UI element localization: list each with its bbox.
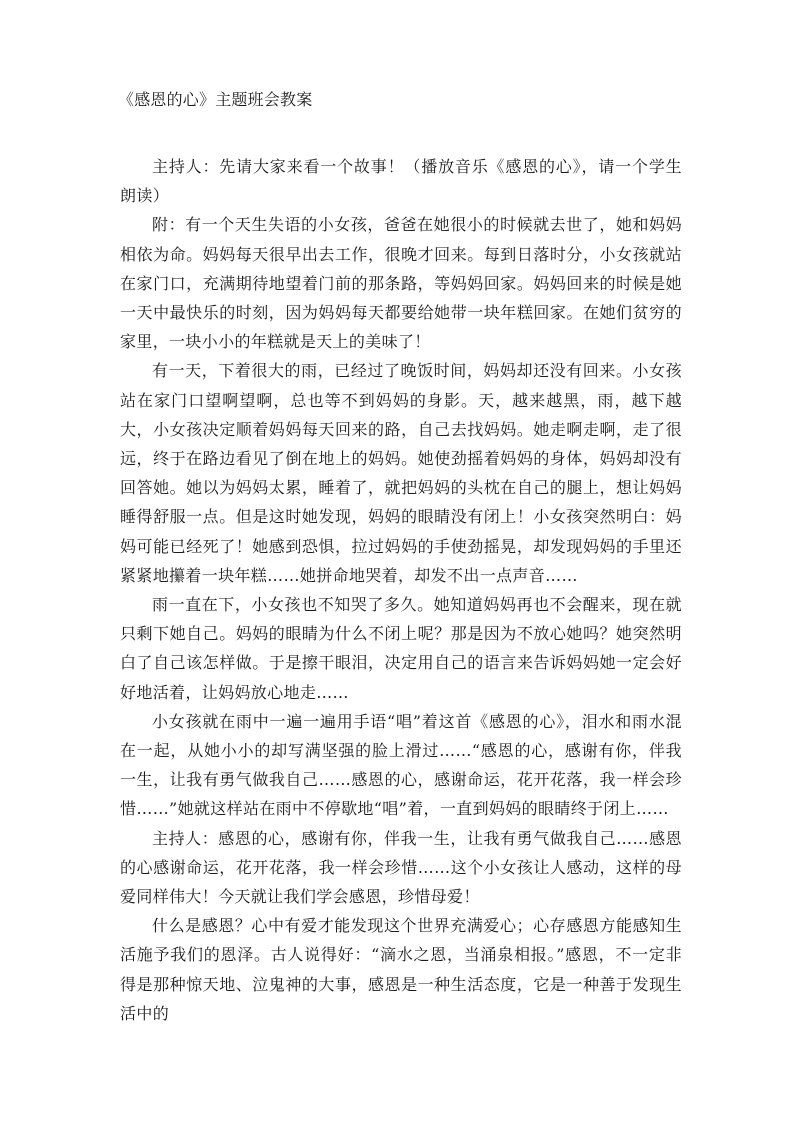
paragraph-host-intro: 主持人：先请大家来看一个故事！（播放音乐《感恩的心》，请一个学生朗读）	[120, 157, 682, 206]
document-title: 《感恩的心》主题班会教案	[118, 90, 313, 109]
paragraph-what-is-gratitude: 什么是感恩？心中有爱才能发现这个世界充满爱心；心存感恩方能感知生活施予我们的恩泽。古人说得好：“滴水之恩，当涌泉相报。”感恩，不一定非得是那种惊天地、泣鬼神的大事，感恩是一种生活态度，它是一种善于发现生活中的	[120, 916, 682, 1023]
paragraph-story-intro: 附：有一个天生失语的小女孩，爸爸在她很小的时候就去世了，她和妈妈相依为命。妈妈每天很早出去工作，很晚才回来。每到日落时分，小女孩就站在家门口，充满期待地望着门前的那条路，等妈妈回家。妈妈回来的时候是她一天中最快乐的时刻，因为妈妈每天都要给她带一块年糕回家。在她们贫穷的家里，一块小小的年糕就是天上的美味了！	[120, 215, 682, 352]
paragraph-host-summary: 主持人：感恩的心，感谢有你，伴我一生，让我有勇气做我自己……感恩的心感谢命运，花开花落，我一样会珍惜……这个小女孩让人感动，这样的母爱同样伟大！今天就让我们学会感恩，珍惜母爱！	[120, 828, 682, 907]
paragraph-story-rain: 有一天，下着很大的雨，已经过了晚饭时间，妈妈却还没有回来。小女孩站在家门口望啊望啊，总也等不到妈妈的身影。天，越来越黑，雨，越下越大，小女孩决定顺着妈妈每天回来的路，自己去找妈妈。她走啊走啊，走了很远，终于在路边看见了倒在地上的妈妈。她使劲摇着妈妈的身体，妈妈却没有回答她。她以为妈妈太累，睡着了，就把妈妈的头枕在自己的腿上，想让妈妈睡得舒服一点。但是这时她发现，妈妈的眼睛没有闭上！小女孩突然明白：妈妈可能已经死了！她感到恐惧，拉过妈妈的手使劲摇晃，却发现妈妈的手里还紧紧地攥着一块年糕……她拼命地哭着，却发不出一点声音……	[120, 361, 682, 585]
paragraph-story-decision: 雨一直在下，小女孩也不知哭了多久。她知道妈妈再也不会醒来，现在就只剩下她自己。妈妈的眼睛为什么不闭上呢？那是因为不放心她吗？她突然明白了自己该怎样做。于是擦干眼泪，决定用自己的语言来告诉妈妈她一定会好好地活着，让妈妈放心地走……	[120, 595, 682, 702]
document-page	[120, 86, 682, 1028]
paragraph-story-song: 小女孩就在雨中一遍一遍用手语“唱”着这首《感恩的心》，泪水和雨水混在一起，从她小小的却写满坚强的脸上滑过……“感恩的心，感谢有你，伴我一生，让我有勇气做我自己……感恩的心，感谢命运，花开花落，我一样会珍惜……”她就这样站在雨中不停歇地“唱”着，一直到妈妈的眼睛终于闭上……	[120, 711, 682, 819]
